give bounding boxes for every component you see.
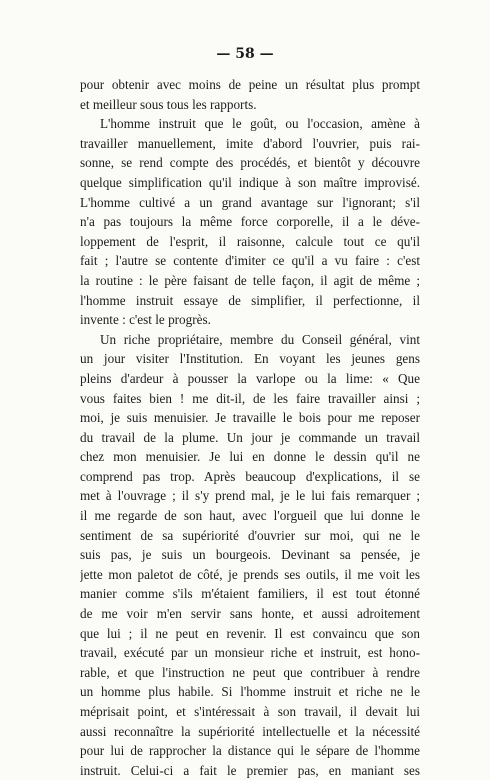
text-line: la routine : le père faisant de telle façon, il agit de même ; (80, 272, 420, 288)
text-line: L'homme cultivé a un grand avantage sur l'ignorant; s'il (80, 194, 420, 210)
text-line: pleins d'ardeur à pousser la varlope ou la lime: « Que (80, 370, 420, 386)
text-line: l'homme instruit essaye de simplifier, il perfectionne, il (80, 292, 420, 308)
text-line: sonne, se rend compte des procédés, et bientôt y découvre (80, 155, 420, 171)
text-line: moi, je suis menuisier. Je travaille le bois pour me reposer (80, 410, 420, 426)
text-line: pour lui de rapprocher la distance qui le sépare de l'homme (80, 743, 420, 759)
body-text (80, 75, 420, 780)
text-line: manier comme s'ils m'étaient familiers, il est tout étonné (80, 586, 420, 602)
text-line: il me regarde de son haut, avec l'orgueil que lui donne le (80, 508, 420, 524)
text-line: que lui ; il ne peut en revenir. Il est convaincu que son (80, 625, 420, 641)
text-line: quelque simplification qu'il indique à son maître improvisé. (80, 174, 420, 190)
page-number: — 58 — (216, 46, 274, 62)
text-line: un homme plus habile. Si l'homme instruit et riche ne le (80, 684, 420, 700)
text-line: jette mon paletot de côté, je prends ses outils, il me voit les (80, 566, 420, 582)
text-line: du travail de la plume. Un jour je commande un travail (80, 429, 420, 445)
text-line: instruit. Celui-ci a fait le premier pas, en maniant ses (80, 762, 420, 778)
text-line: travail, exécuté par un monsieur riche et instruit, est hono- (80, 645, 420, 661)
text-line: suis pas, je suis un bourgeois. Devinant sa pensée, je (80, 547, 420, 563)
text-line: L'homme instruit que le goût, ou l'occasion, amène à (100, 116, 420, 132)
text-line: un jour visiter l'Institution. En voyant les jeunes gens (80, 351, 420, 367)
text-line: sentiment de sa supériorité d'ouvrier sur moi, qui ne le (80, 527, 420, 543)
text-line: chez mon menuisier. Je lui en donne le dessin qu'il ne (80, 449, 420, 465)
text-line: et meilleur sous tous les rapports. (80, 96, 257, 112)
text-line: comprend pas trop. Après beaucoup d'explications, il se (80, 468, 420, 484)
text-line: fait ; l'autre se contente d'imiter ce qu'il a vu faire : c'est (80, 253, 420, 269)
text-line: aussi reconnaître la supériorité intellectuelle et la nécessité (80, 723, 420, 739)
text-line: loppement de l'esprit, il raisonne, calcule tout ce qu'il (80, 233, 420, 249)
text-line: méprisait point, et s'intéressait à son travail, il devait lui (80, 704, 420, 719)
text-line: met à l'ouvrage ; il s'y prend mal, je le lui fais remarquer ; (80, 488, 420, 504)
text-line: travailler manuellement, imite d'abord l'ouvrier, puis rai- (80, 135, 420, 151)
text-line: de me voir m'en servir sans honte, et aussi adroitement (80, 606, 420, 622)
text-line: invente : c'est le progrès. (80, 312, 211, 328)
text-line: pour obtenir avec moins de peine un résultat plus prompt (80, 77, 420, 92)
text-line: Un riche propriétaire, membre du Conseil général, vint (100, 331, 420, 347)
text-line: n'a pas toujours la même force corporelle, il a le déve- (80, 214, 420, 230)
text-line: vous faites bien ! me dit-il, de les faire travailler ainsi ; (80, 390, 420, 406)
text-line: rable, et que l'instruction ne peut que contribuer à rendre (80, 664, 420, 680)
